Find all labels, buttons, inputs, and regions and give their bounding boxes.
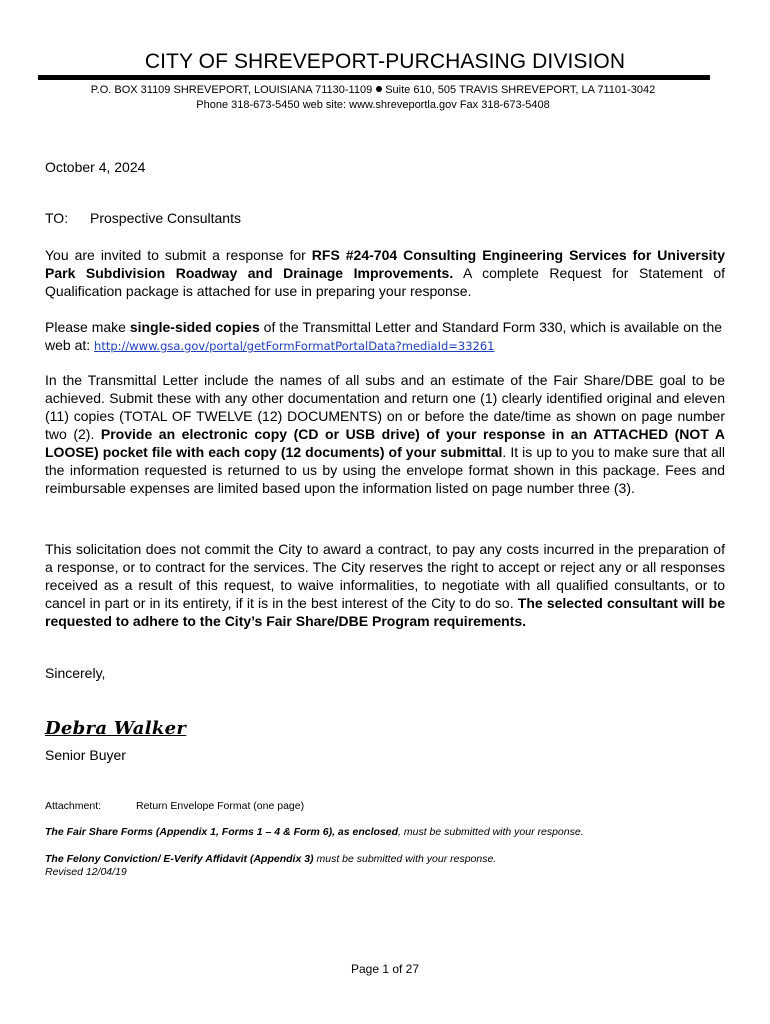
letterhead-rule: [38, 75, 710, 80]
note2-bold: The Felony Conviction/ E-Verify Affidavit (Appendix 3): [45, 853, 314, 865]
recipient-line: [45, 210, 241, 226]
p3-text-1: In the Transmittal Letter include the names of all subs and an estimate of the Fair Share/DBE goal to be achieved. Submit these with any other documentation and return one (1) clearly identified original and eleven (11) copies (TOTAL OF TWELVE (12) DOCUMENTS) on or before the date/time as shown on page number two (2).: [45, 372, 725, 442]
p1-text-1: You are invited to submit a response for: [45, 247, 312, 263]
attachment-value: Return Envelope Format (one page): [136, 800, 305, 812]
recipient-value: Prospective Consultants: [90, 210, 241, 226]
paragraph-disclaimer: [45, 540, 725, 630]
signer-title: Senior Buyer: [45, 747, 126, 763]
p2-text-1: Please make: [45, 319, 130, 335]
closing: Sincerely,: [45, 665, 106, 681]
paragraph-copies: [45, 318, 725, 355]
letterhead-address: [0, 84, 746, 96]
bullet-dot-icon: [376, 86, 382, 92]
gsa-form-link[interactable]: http://www.gsa.gov/portal/getFormFormatPortalData?mediaId=33261: [94, 339, 495, 353]
p4-bold: The selected consultant will be requested to adhere to the City’s Fair Share/DBE Program requirements.: [45, 595, 725, 629]
note1-text: , must be submitted with your response.: [398, 826, 584, 838]
attachment-label: Attachment:: [45, 800, 102, 812]
signature: Debra Walker: [45, 718, 187, 739]
letter-date: October 4, 2024: [45, 159, 146, 175]
note2-text: must be submitted with your response.: [313, 853, 497, 865]
address-suite: Suite 610, 505 TRAVIS SHREVEPORT, LA 71101-3042: [385, 84, 656, 96]
p1-rfs-title: RFS #24-704 Consulting Engineering Services for University Park Subdivision Roadway and Drainage Improvements.: [45, 247, 725, 281]
letterhead-title: CITY OF SHREVEPORT-PURCHASING DIVISION: [144, 50, 626, 73]
letterhead-contact: Phone 318-673-5450 web site: www.shreveportla.gov Fax 318-673-5408: [196, 99, 550, 111]
note1-bold: The Fair Share Forms (Appendix 1, Forms 1 – 4 & Form 6), as enclosed: [45, 826, 399, 838]
revised-date: Revised 12/04/19: [45, 866, 127, 878]
p4-text-1: This solicitation does not commit the City to award a contract, to pay any costs incurred in the preparation of a response, or to contract for the services. The City reserves the right to accept or reject any or all responses received as a result of this request, to waive informalities, to negotiate with all qualified consultants, or to cancel in part or in its entirety, if it is in the best interest of the City to do so.: [45, 541, 725, 611]
paragraph-invitation: [45, 246, 725, 300]
p2-text-2: of the Transmittal Letter and Standard Form 330, which is available on the web at:: [45, 319, 723, 353]
recipient-label: TO:: [45, 210, 69, 226]
p2-bold: single-sided copies: [129, 319, 260, 335]
p1-text-2: A complete Request for Statement of Qualification package is attached for use in preparing your response.: [45, 265, 725, 299]
page-number: Page 1 of 27: [350, 962, 420, 976]
p3-text-2: . It is up to you to make sure that all the information requested is returned to us by using the envelope format shown in this package. Fees and reimbursable expenses are limited based upon the information listed on page number three (3).: [45, 444, 725, 496]
felony-note: [45, 853, 496, 865]
paragraph-transmittal: [45, 371, 725, 497]
address-po-box: P.O. BOX 31109 SHREVEPORT, LOUISIANA 71130-1109: [90, 84, 373, 96]
attachment-line: [45, 800, 304, 812]
p3-bold: Provide an electronic copy (CD or USB drive) of your response in an ATTACHED (NOT A LOOSE) pocket file with each copy (12 documents) of your submittal: [45, 426, 725, 460]
fair-share-note: [45, 826, 584, 838]
